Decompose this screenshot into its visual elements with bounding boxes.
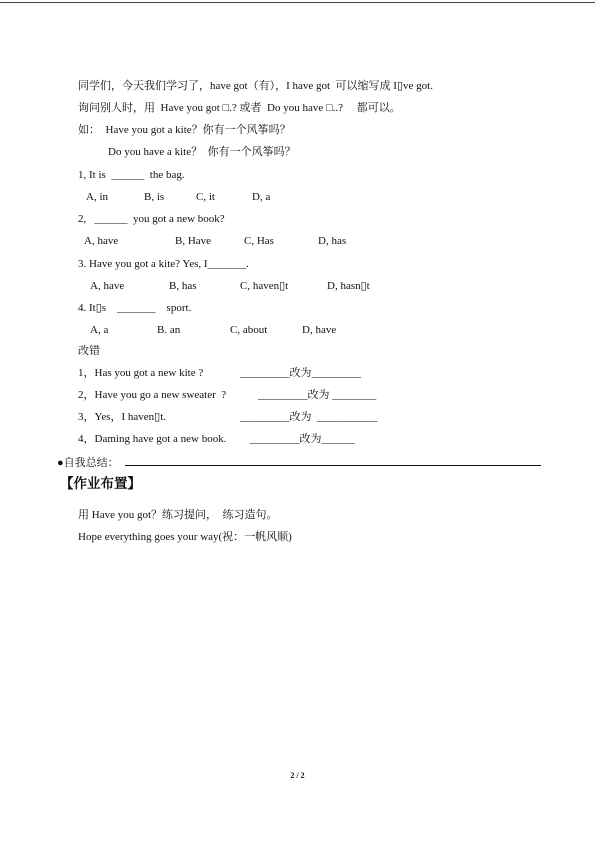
homework-line-2: Hope everything goes your way(祝：一帆风顺): [78, 531, 292, 543]
question-4-option-c: C, about: [230, 324, 268, 336]
question-1-option-c: C, it: [196, 191, 215, 203]
correction-item-4-blank: _________改为______: [250, 433, 355, 445]
question-1-option-d: D, a: [252, 191, 271, 203]
intro-example-1: 如： Have you got a kite？你有一个风筝吗？: [78, 124, 291, 136]
intro-line-1: 同学们，今天我们学习了，have got（有），I have got 可以缩写成 I▯ve got.: [78, 80, 433, 92]
question-2-option-a: A, have: [84, 235, 119, 247]
homework-line-1: 用 Have you got？练习提问， 练习造句。: [78, 509, 278, 521]
question-4-option-b: B. an: [157, 324, 181, 336]
correction-item-1-blank: _________改为_________: [240, 367, 361, 379]
question-2-option-d: D, has: [318, 235, 347, 247]
intro-example-2: Do you have a kite？ 你有一个风筝吗？: [108, 146, 296, 158]
correction-item-2-blank: _________改为 ________: [258, 389, 377, 401]
question-1-option-a: A, in: [86, 191, 108, 203]
homework-heading: 【作业布置】: [60, 476, 141, 492]
correction-item-3-text: 3，Yes，I haven▯t.: [78, 411, 167, 423]
page-number: 2 / 2: [290, 771, 305, 780]
self-summary-label: ●自我总结：: [57, 457, 119, 469]
page-top-rule: [0, 2, 595, 3]
question-3-stem: 3. Have you got a kite? Yes, I_______.: [78, 258, 249, 270]
question-2-stem: 2, ______ you got a new book?: [78, 213, 225, 225]
question-4-option-d: D, have: [302, 324, 337, 336]
correction-item-4-text: 4，Daming have got a new book.: [78, 433, 227, 445]
question-3-option-b: B, has: [169, 280, 197, 292]
question-4-stem: 4. It▯s _______ sport.: [78, 302, 192, 314]
question-2-option-c: C, Has: [244, 235, 274, 247]
question-3-option-a: A, have: [90, 280, 125, 292]
correction-item-2-text: 2，Have you go a new sweater ?: [78, 389, 227, 401]
intro-line-2: 询问别人时，用 Have you got □.? 或者 Do you have □..? 都可以。: [78, 102, 401, 114]
self-summary-blank-line: [125, 465, 541, 466]
question-1-option-b: B, is: [144, 191, 165, 203]
question-2-option-b: B, Have: [175, 235, 212, 247]
question-3-option-d: D, hasn▯t: [327, 280, 370, 292]
correction-item-1-text: 1，Has you got a new kite ?: [78, 367, 204, 379]
question-3-option-c: C, haven▯t: [240, 280, 289, 292]
correction-title: 改错: [78, 345, 100, 357]
correction-item-3-blank: _________改为 ___________: [240, 411, 378, 423]
question-1-stem: 1, It is ______ the bag.: [78, 169, 185, 181]
question-4-option-a: A, a: [90, 324, 109, 336]
